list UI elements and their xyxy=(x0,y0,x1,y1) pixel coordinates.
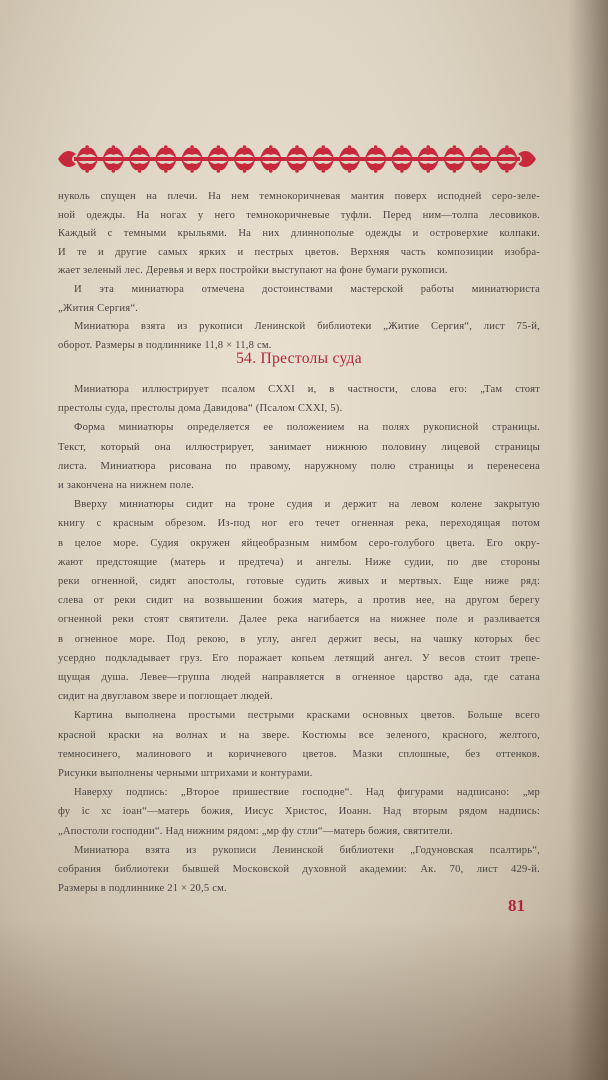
text-line: Рисунки выполнены черными штрихами и контурами. xyxy=(58,768,313,780)
text-line: в целое море. Судия окружен яйцеобразным нимбом серо-голубого цвета. Его окру- xyxy=(58,537,540,549)
text-line: Картина выполнена простыми пестрыми красками основных цветов. Больше всего xyxy=(74,710,540,722)
text-line: Форма миниатюры определяется ее положением на полях рукописной страницы. xyxy=(74,422,540,434)
text-line: листа. Миниатюра рисована по правому, наружному полю страницы и перенесена xyxy=(58,460,540,472)
text-line: красной краски на волнах и на звере. Костюмы все зеленого, красного, желтого, xyxy=(58,729,540,741)
text-line: Наверху подпись: „Второе пришествие господне“. Над фигурами надписано: „мр xyxy=(74,787,540,799)
text-line: в огненное море. Под рекою, в углу, ангел держит весы, на чашку которых бес xyxy=(58,633,540,645)
text-line: Миниатюра иллюстрирует псалом CXXI и, в частности, слова его: „Там стоят xyxy=(74,384,540,395)
text-line: „Апостоли господни“. Над нижним рядом: „мр фу стли“—матерь божия, святители. xyxy=(58,825,453,837)
text-line: Размеры в подлиннике 21 × 20,5 см. xyxy=(58,883,227,895)
text-line: жают предстоящие (матерь и предтеча) и ангелы. Ниже судии, по две стороны xyxy=(58,556,540,568)
text-line: Миниатюра взята из рукописи Ленинской библиотеки „Житие Сергия“, лист 75-й, xyxy=(74,321,540,333)
text-line: усердно подкладывает груз. Его поражает копьем летящий ангел. У весов стоит трепе- xyxy=(58,652,540,664)
page-number: 81 xyxy=(508,896,525,915)
text-line: И те и другие самых ярких и пестрых цветов. Верхняя часть композиции изобра- xyxy=(58,246,540,258)
text-line: огненной реки стоят святители. Далее река нагибается на нижнее поле и разливается xyxy=(58,614,540,626)
text-line: „Жития Сергия“. xyxy=(58,302,139,314)
text-line: оборот. Размеры в подлиннике 11,8 × 11,8 см. xyxy=(58,339,272,351)
page-curl-shadow xyxy=(568,0,608,1080)
text-line: Каждый с темными крыльями. На них длиннополые одежды и островерхие колпаки. xyxy=(58,228,540,240)
text-line: и закончена на нижнем поле. xyxy=(58,480,195,492)
section-54-text-block xyxy=(58,380,540,898)
text-line: слева от реки сидит на возвышении божия матерь, а против нее, на другом берегу xyxy=(58,595,540,607)
text-line: нуколь спущен на плечи. На нем темнокоричневая мантия поверх исподней серо-зеле- xyxy=(58,191,540,202)
text-line: Миниатюра взята из рукописи Ленинской библиотеки „Годуновская псалтирь“, xyxy=(74,844,540,856)
text-line: щущая душа. Левее—группа людей направляется в огненное царство ада, где сатана xyxy=(58,672,540,684)
text-line: темносинего, малинового и коричневого цветов. Мазки сплошные, без оттенков. xyxy=(58,748,540,760)
text-line: престолы суда, престолы дома Давидова“ (Псалом CXXI, 5). xyxy=(58,403,343,415)
text-line: Вверху миниатюры сидит на троне судия и держит на левом колене закрытую xyxy=(74,499,540,511)
red-floral-band-ornament-icon xyxy=(58,140,536,178)
text-line: И эта миниатюра отмечена достоинствами мастерской работы миниатюриста xyxy=(74,283,540,295)
page-bottom-shadow xyxy=(0,920,608,1080)
text-line: фу іс хс іоан“—матерь божия, Иисус Христос, Иоанн. Над вторым рядом надпись: xyxy=(58,806,540,818)
text-line: книгу с красным обрезом. Из-под ног его течет огненная река, переходящая потом xyxy=(58,518,540,530)
text-line: собрания библиотеки бывшей Московской духовной академии: Ак. 70, лист 429-й. xyxy=(58,864,540,876)
text-line: реки огненной, сидят апостолы, готовые судить живых и мертвых. Еще ниже ряд: xyxy=(58,576,540,588)
continued-text-block xyxy=(58,188,540,355)
section-title: 54. Престолы суда xyxy=(236,350,362,367)
text-line: жает зеленый лес. Деревья и верх постройки выступают на фоне бумаги рукописи. xyxy=(58,265,448,277)
text-line: сидит на двуглавом звере и поглощает людей. xyxy=(58,691,273,703)
text-line: ной одежды. На ногах у него темнокоричневые туфли. Перед ним—толпа лесовиков. xyxy=(58,209,540,221)
text-line: Текст, который она иллюстрирует, занимает нижнюю половину лицевой страницы xyxy=(58,441,540,453)
